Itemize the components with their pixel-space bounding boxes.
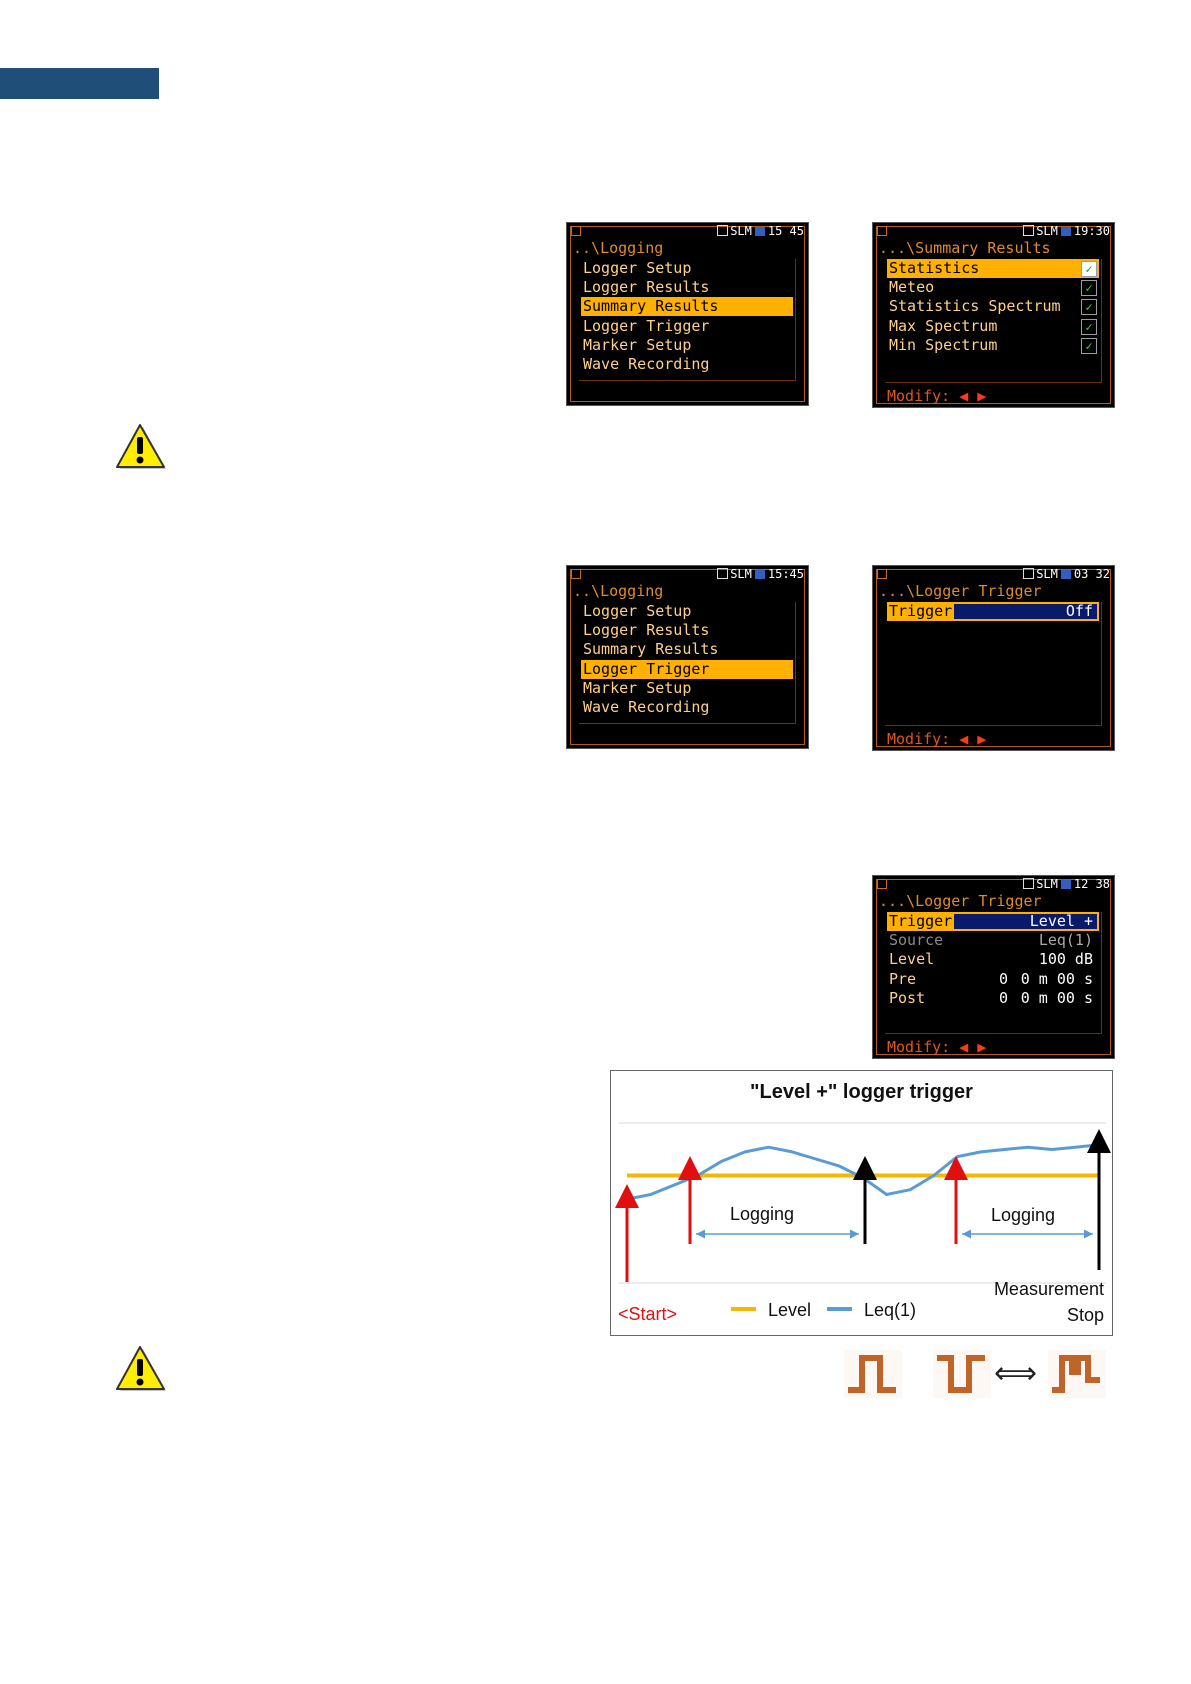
checkmark-icon[interactable]: ✓: [1081, 299, 1097, 315]
chart-title: "Level +" logger trigger: [750, 1081, 973, 1103]
checkbox-icon: [1023, 225, 1034, 236]
pre-count: 0: [999, 970, 1009, 988]
menu-item-wave-recording[interactable]: Wave Recording: [583, 355, 710, 373]
status-bar: [567, 566, 808, 582]
status-mode: SLM: [730, 224, 752, 238]
left-right-arrows-icon: ◀ ▶: [959, 730, 987, 748]
modify-label: Modify:: [887, 387, 951, 405]
disk-icon: [755, 227, 765, 236]
mode-icon: [877, 226, 887, 236]
left-right-arrows-icon: ◀ ▶: [959, 1038, 987, 1056]
selection-frame: [887, 602, 1099, 621]
modify-label: Modify:: [887, 730, 951, 748]
modify-label: Modify:: [887, 1038, 951, 1056]
mode-icon: [571, 569, 581, 579]
post-label: Post: [889, 989, 926, 1007]
trigger-label: Trigger: [889, 602, 953, 620]
checkbox-icon: [717, 225, 728, 236]
status-bar: [873, 876, 1114, 892]
menu-item-summary-results[interactable]: Summary Results: [581, 297, 793, 316]
menu-item-logger-setup[interactable]: Logger Setup: [583, 602, 692, 620]
modify-hint: [887, 1038, 986, 1056]
status-bar: [873, 223, 1114, 239]
logging-label-1: Logging: [730, 1204, 795, 1224]
option-label: Max Spectrum: [889, 317, 998, 335]
trigger-label: Trigger: [889, 912, 953, 930]
status-mode: SLM: [1036, 567, 1058, 581]
disk-icon: [1061, 570, 1071, 579]
status-bar: [873, 566, 1114, 582]
option-label: Statistics Spectrum: [889, 297, 1061, 315]
post-row[interactable]: [887, 989, 1099, 1008]
pre-label: Pre: [889, 970, 917, 988]
logging-label-2: Logging: [991, 1205, 1056, 1225]
modify-hint: [887, 730, 986, 748]
status-time: 19:30: [1073, 224, 1110, 238]
menu-list: [579, 602, 796, 724]
mode-icon: [877, 569, 887, 579]
menu-item-marker-setup[interactable]: Marker Setup: [583, 336, 692, 354]
option-label: Meteo: [889, 278, 935, 296]
stop-label: Stop: [1066, 1305, 1104, 1325]
measurement-label: Measurement: [993, 1279, 1104, 1299]
trigger-row[interactable]: [887, 912, 1099, 931]
disk-icon: [1061, 880, 1071, 889]
checkbox-list: [885, 259, 1102, 383]
mode-icon: [877, 879, 887, 889]
menu-item-wave-recording[interactable]: Wave Recording: [583, 698, 710, 716]
modify-hint: [887, 387, 986, 405]
left-right-arrows-icon: ◀ ▶: [959, 387, 987, 405]
checkbox-icon: [1023, 568, 1034, 579]
level-row[interactable]: [887, 950, 1099, 969]
menu-item-logger-trigger[interactable]: Logger Trigger: [581, 660, 793, 679]
option-statistics-spectrum[interactable]: [887, 297, 1099, 316]
start-label: <Start>: [618, 1304, 678, 1324]
trigger-value: Off: [1065, 602, 1093, 620]
option-max-spectrum[interactable]: [887, 317, 1099, 336]
status-mode: SLM: [1036, 877, 1058, 891]
source-label: Source: [889, 931, 944, 949]
pre-row[interactable]: [887, 970, 1099, 989]
screen-path: ..\Logging: [573, 582, 664, 600]
menu-item-logger-setup[interactable]: Logger Setup: [583, 259, 692, 277]
series-line-leq-1: [627, 1145, 1099, 1199]
status-time: 12 38: [1073, 877, 1110, 891]
negative-pulse-icon: [933, 1350, 991, 1398]
series-layer: [627, 1145, 1099, 1199]
option-min-spectrum[interactable]: [887, 336, 1099, 355]
legend-label-leq: Leq(1): [864, 1300, 917, 1320]
status-bar: [567, 223, 808, 239]
status-time: 15:45: [767, 567, 804, 581]
post-count: 0: [999, 989, 1009, 1007]
source-value: Leq(1): [1038, 931, 1093, 949]
logger-trigger-off-screen: [872, 565, 1115, 751]
trigger-row[interactable]: [887, 602, 1099, 621]
option-meteo[interactable]: [887, 278, 1099, 297]
menu-item-logger-trigger[interactable]: Logger Trigger: [583, 317, 710, 335]
selection-frame: [887, 912, 1099, 931]
parameter-list: [885, 602, 1102, 726]
summary-results-screen: [872, 222, 1115, 408]
double-arrow-icon: ⟺: [994, 1356, 1038, 1391]
menu-item-logger-results[interactable]: Logger Results: [583, 621, 710, 639]
option-label: Min Spectrum: [889, 336, 998, 354]
post-value: 0 m 00 s: [1020, 989, 1093, 1007]
checkbox-icon: [1023, 878, 1034, 889]
menu-item-marker-setup[interactable]: Marker Setup: [583, 679, 692, 697]
logger-trigger-level-screen: [872, 875, 1115, 1059]
parameter-list: [885, 912, 1102, 1034]
logging-menu-screen-2: [566, 565, 809, 749]
mixed-pulse-icon: [1048, 1350, 1106, 1398]
checkmark-icon[interactable]: ✓: [1081, 280, 1097, 296]
disk-icon: [1061, 227, 1071, 236]
menu-item-summary-results[interactable]: Summary Results: [583, 640, 719, 658]
option-statistics[interactable]: [887, 259, 1099, 278]
logging-menu-screen-1: [566, 222, 809, 406]
menu-list: [579, 259, 796, 381]
menu-item-logger-results[interactable]: Logger Results: [583, 278, 710, 296]
option-label: Statistics: [889, 259, 980, 277]
screen-path: ...\Summary Results: [879, 239, 1051, 257]
checkmark-icon[interactable]: ✓: [1081, 338, 1097, 354]
source-row[interactable]: [887, 931, 1099, 950]
screen-path: ..\Logging: [573, 239, 664, 257]
trigger-value: Level +: [1029, 912, 1093, 930]
positive-pulse-icon: [844, 1350, 902, 1398]
checkmark-icon[interactable]: ✓: [1081, 319, 1097, 335]
screen-path: ...\Logger Trigger: [879, 892, 1042, 910]
status-mode: SLM: [730, 567, 752, 581]
pre-value: 0 m 00 s: [1020, 970, 1093, 988]
level-label: Level: [889, 950, 935, 968]
warning-icon: [114, 1345, 168, 1395]
legend-label-level: Level: [768, 1300, 812, 1320]
mode-icon: [571, 226, 581, 236]
level-trigger-chart: [610, 1070, 1113, 1336]
status-mode: SLM: [1036, 224, 1058, 238]
checkbox-icon: [717, 568, 728, 579]
header-tab-bar: [0, 68, 159, 99]
screen-path: ...\Logger Trigger: [879, 582, 1042, 600]
disk-icon: [755, 570, 765, 579]
warning-icon: [114, 423, 168, 473]
checkmark-icon[interactable]: ✓: [1081, 261, 1097, 277]
level-value: 100 dB: [1038, 950, 1093, 968]
status-time: 15 45: [767, 224, 804, 238]
status-time: 03 32: [1073, 567, 1110, 581]
